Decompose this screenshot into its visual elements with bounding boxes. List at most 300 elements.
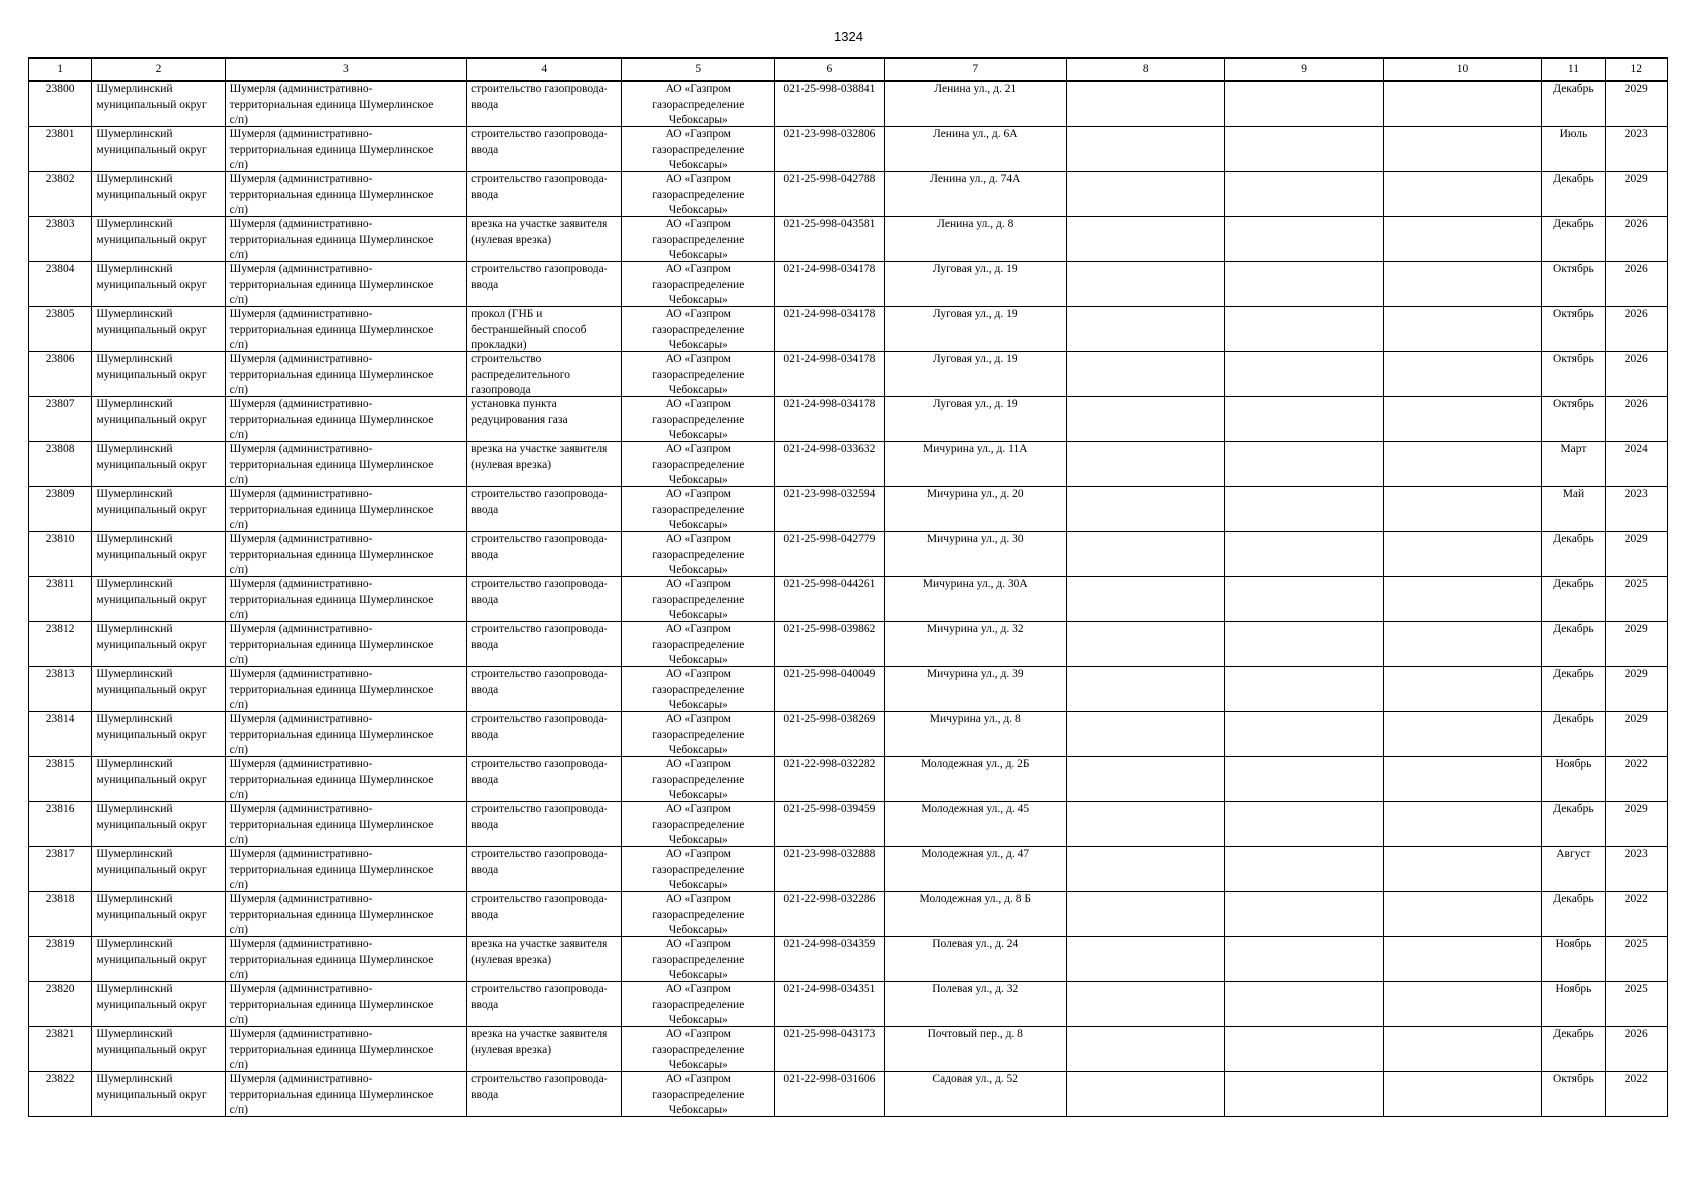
cell-line: АО «Газпром: [665, 668, 731, 680]
row-number-cell: 23816: [29, 802, 92, 847]
year-cell: 2026: [1605, 217, 1667, 262]
cell-line: муниципальный округ: [96, 98, 207, 111]
cell-line: муниципальный округ: [96, 773, 207, 786]
application-code-cell: 021-25-998-044261: [775, 577, 884, 622]
address-cell: Молодежная ул., д. 2Б: [884, 757, 1066, 802]
cell-line: строительство газопровода-: [471, 83, 608, 95]
cell-line: врезка на участке заявителя: [471, 443, 608, 455]
column-10-cell: [1383, 892, 1541, 937]
settlement-cell: [225, 982, 466, 1027]
row-number-cell: 23818: [29, 892, 92, 937]
table-row: [29, 847, 1668, 892]
cell-line: Шумерля (административно-: [229, 1028, 373, 1040]
settlement-cell: [225, 352, 466, 397]
district-cell: [92, 172, 225, 217]
settlement-cell: [225, 757, 466, 802]
cell-line: газораспределение: [652, 908, 745, 921]
cell-line: газораспределение: [652, 503, 745, 516]
cell-line: муниципальный округ: [96, 728, 207, 741]
cell-line: муниципальный округ: [96, 863, 207, 876]
work-type-cell: [467, 217, 622, 262]
cell-line: ввода: [471, 98, 499, 111]
year-cell: 2029: [1605, 667, 1667, 712]
cell-line: ввода: [471, 188, 499, 201]
column-8-cell: [1066, 352, 1224, 397]
column-9-cell: [1225, 487, 1383, 532]
column-8-cell: [1066, 712, 1224, 757]
cell-line: Шумерлинский: [96, 173, 173, 185]
cell-line: Шумерлинский: [96, 263, 173, 275]
row-number-cell: 23803: [29, 217, 92, 262]
settlement-cell: [225, 532, 466, 577]
year-cell: 2026: [1605, 262, 1667, 307]
operator-cell: [622, 442, 775, 487]
settlement-cell: [225, 217, 466, 262]
cell-line: Чебоксары»: [668, 1014, 728, 1026]
address-cell: Почтовый пер., д. 8: [884, 1027, 1066, 1072]
table-row: [29, 667, 1668, 712]
application-code-cell: 021-24-998-033632: [775, 442, 884, 487]
cell-line: муниципальный округ: [96, 503, 207, 516]
district-cell: [92, 1027, 225, 1072]
column-9-cell: [1225, 172, 1383, 217]
row-number-cell: 23822: [29, 1072, 92, 1117]
cell-line: АО «Газпром: [665, 488, 731, 500]
column-number-5: 5: [622, 58, 775, 81]
settlement-cell: [225, 307, 466, 352]
cell-line: Шумерля (административно-: [229, 128, 373, 140]
year-cell: 2025: [1605, 982, 1667, 1027]
district-cell: [92, 352, 225, 397]
cell-line: строительство газопровода-: [471, 758, 608, 770]
cell-line: Шумерлинский: [96, 848, 173, 860]
cell-line: ввода: [471, 773, 499, 786]
table-row: [29, 802, 1668, 847]
cell-line: Шумерля (административно-: [229, 668, 373, 680]
operator-cell: [622, 892, 775, 937]
operator-cell: [622, 937, 775, 982]
year-cell: 2022: [1605, 1072, 1667, 1117]
page-number: 1324: [834, 29, 863, 44]
cell-line: газораспределение: [652, 458, 745, 471]
cell-line: муниципальный округ: [96, 278, 207, 291]
address-cell: Ленина ул., д. 21: [884, 81, 1066, 127]
address-cell: Молодежная ул., д. 8 Б: [884, 892, 1066, 937]
table-row: [29, 127, 1668, 172]
cell-line: ввода: [471, 683, 499, 696]
column-10-cell: [1383, 577, 1541, 622]
row-number-cell: 23807: [29, 397, 92, 442]
cell-line: с/п): [229, 789, 248, 801]
table-row: [29, 712, 1668, 757]
district-cell: [92, 712, 225, 757]
district-cell: [92, 892, 225, 937]
year-cell: 2029: [1605, 622, 1667, 667]
cell-line: строительство газопровода-: [471, 623, 608, 635]
cell-line: Шумерля (административно-: [229, 443, 373, 455]
cell-line: муниципальный округ: [96, 1088, 207, 1101]
district-cell: [92, 577, 225, 622]
operator-cell: [622, 352, 775, 397]
column-9-cell: [1225, 532, 1383, 577]
table-row: [29, 622, 1668, 667]
cell-line: АО «Газпром: [665, 758, 731, 770]
table-body: [29, 58, 1668, 1117]
cell-line: с/п): [229, 654, 248, 666]
column-8-cell: [1066, 172, 1224, 217]
district-cell: [92, 1072, 225, 1117]
cell-line: территориальная единица Шумерлинское: [229, 368, 434, 381]
work-type-cell: [467, 1027, 622, 1072]
cell-line: АО «Газпром: [665, 1028, 731, 1040]
work-type-cell: [467, 982, 622, 1027]
column-10-cell: [1383, 712, 1541, 757]
application-code-cell: 021-22-998-032286: [775, 892, 884, 937]
work-type-cell: [467, 532, 622, 577]
cell-line: Шумерлинский: [96, 1073, 173, 1085]
cell-line: Чебоксары»: [668, 744, 728, 756]
cell-line: с/п): [229, 1059, 248, 1071]
cell-line: ввода: [471, 638, 499, 651]
application-code-cell: 021-22-998-031606: [775, 1072, 884, 1117]
cell-line: территориальная единица Шумерлинское: [229, 593, 434, 606]
cell-line: Чебоксары»: [668, 879, 728, 891]
cell-line: строительство газопровода-: [471, 1073, 608, 1085]
application-code-cell: 021-25-998-039862: [775, 622, 884, 667]
column-10-cell: [1383, 127, 1541, 172]
column-number-9: 9: [1225, 58, 1383, 81]
work-type-cell: [467, 892, 622, 937]
column-8-cell: [1066, 982, 1224, 1027]
month-cell: Декабрь: [1542, 712, 1605, 757]
work-type-cell: [467, 937, 622, 982]
column-8-cell: [1066, 442, 1224, 487]
cell-line: с/п): [229, 474, 248, 486]
cell-line: Шумерлинский: [96, 128, 173, 140]
column-number-3: 3: [225, 58, 466, 81]
column-9-cell: [1225, 262, 1383, 307]
cell-line: газораспределение: [652, 818, 745, 831]
address-cell: Мичурина ул., д. 39: [884, 667, 1066, 712]
cell-line: Чебоксары»: [668, 1059, 728, 1071]
cell-line: ввода: [471, 503, 499, 516]
year-cell: 2022: [1605, 757, 1667, 802]
work-type-cell: [467, 577, 622, 622]
cell-line: с/п): [229, 429, 248, 441]
work-type-cell: [467, 442, 622, 487]
cell-line: Шумерля (административно-: [229, 398, 373, 410]
cell-line: с/п): [229, 384, 248, 396]
cell-line: прокладки): [471, 339, 527, 351]
cell-line: муниципальный округ: [96, 323, 207, 336]
address-cell: Мичурина ул., д. 30А: [884, 577, 1066, 622]
cell-line: Чебоксары»: [668, 789, 728, 801]
cell-line: Чебоксары»: [668, 384, 728, 396]
operator-cell: [622, 397, 775, 442]
cell-line: Чебоксары»: [668, 159, 728, 171]
cell-line: территориальная единица Шумерлинское: [229, 323, 434, 336]
application-code-cell: 021-25-998-039459: [775, 802, 884, 847]
cell-line: муниципальный округ: [96, 818, 207, 831]
operator-cell: [622, 307, 775, 352]
work-type-cell: [467, 487, 622, 532]
cell-line: с/п): [229, 834, 248, 846]
cell-line: территориальная единица Шумерлинское: [229, 908, 434, 921]
cell-line: с/п): [229, 969, 248, 981]
row-number-cell: 23817: [29, 847, 92, 892]
cell-line: территориальная единица Шумерлинское: [229, 638, 434, 651]
row-number-cell: 23808: [29, 442, 92, 487]
cell-line: Шумерлинский: [96, 443, 173, 455]
cell-line: газораспределение: [652, 638, 745, 651]
table-row: [29, 937, 1668, 982]
cell-line: газораспределение: [652, 233, 745, 246]
work-type-cell: [467, 667, 622, 712]
cell-line: муниципальный округ: [96, 188, 207, 201]
cell-line: Шумерля (административно-: [229, 578, 373, 590]
column-9-cell: [1225, 127, 1383, 172]
cell-line: Чебоксары»: [668, 834, 728, 846]
cell-line: территориальная единица Шумерлинское: [229, 728, 434, 741]
column-9-cell: [1225, 712, 1383, 757]
month-cell: Декабрь: [1542, 622, 1605, 667]
cell-line: Шумерля (административно-: [229, 488, 373, 500]
cell-line: с/п): [229, 294, 248, 306]
table-row: [29, 892, 1668, 937]
cell-line: АО «Газпром: [665, 713, 731, 725]
year-cell: 2026: [1605, 352, 1667, 397]
column-10-cell: [1383, 1072, 1541, 1117]
cell-line: Шумерля (административно-: [229, 983, 373, 995]
application-code-cell: 021-25-998-042788: [775, 172, 884, 217]
column-8-cell: [1066, 487, 1224, 532]
month-cell: Декабрь: [1542, 81, 1605, 127]
cell-line: с/п): [229, 339, 248, 351]
address-cell: Молодежная ул., д. 45: [884, 802, 1066, 847]
cell-line: Чебоксары»: [668, 564, 728, 576]
cell-line: территориальная единица Шумерлинское: [229, 863, 434, 876]
address-cell: Луговая ул., д. 19: [884, 352, 1066, 397]
settlement-cell: [225, 262, 466, 307]
cell-line: муниципальный округ: [96, 998, 207, 1011]
cell-line: Чебоксары»: [668, 969, 728, 981]
cell-line: строительство газопровода-: [471, 893, 608, 905]
cell-line: Шумерля (административно-: [229, 848, 373, 860]
operator-cell: [622, 802, 775, 847]
work-type-cell: [467, 172, 622, 217]
cell-line: муниципальный округ: [96, 593, 207, 606]
column-9-cell: [1225, 217, 1383, 262]
cell-line: врезка на участке заявителя: [471, 1028, 608, 1040]
row-number-cell: 23809: [29, 487, 92, 532]
cell-line: с/п): [229, 204, 248, 216]
column-8-cell: [1066, 577, 1224, 622]
table-row: [29, 982, 1668, 1027]
table-row: [29, 1072, 1668, 1117]
cell-line: АО «Газпром: [665, 353, 731, 365]
cell-line: строительство: [471, 353, 542, 365]
cell-line: АО «Газпром: [665, 623, 731, 635]
cell-line: АО «Газпром: [665, 983, 731, 995]
table-row: [29, 487, 1668, 532]
year-cell: 2024: [1605, 442, 1667, 487]
column-8-cell: [1066, 892, 1224, 937]
row-number-cell: 23806: [29, 352, 92, 397]
cell-line: Чебоксары»: [668, 519, 728, 531]
settlement-cell: [225, 622, 466, 667]
cell-line: установка пункта: [471, 398, 557, 410]
district-cell: [92, 397, 225, 442]
cell-line: Шумерля (административно-: [229, 758, 373, 770]
application-code-cell: 021-23-998-032888: [775, 847, 884, 892]
work-type-cell: [467, 262, 622, 307]
cell-line: ввода: [471, 278, 499, 291]
column-10-cell: [1383, 802, 1541, 847]
cell-line: Шумерлинский: [96, 758, 173, 770]
application-code-cell: 021-25-998-042779: [775, 532, 884, 577]
cell-line: Шумерля (административно-: [229, 713, 373, 725]
cell-line: муниципальный округ: [96, 638, 207, 651]
cell-line: ввода: [471, 863, 499, 876]
work-type-cell: [467, 1072, 622, 1117]
column-number-10: 10: [1383, 58, 1541, 81]
district-cell: [92, 982, 225, 1027]
settlement-cell: [225, 667, 466, 712]
address-cell: Полевая ул., д. 32: [884, 982, 1066, 1027]
cell-line: АО «Газпром: [665, 443, 731, 455]
application-code-cell: 021-24-998-034351: [775, 982, 884, 1027]
operator-cell: [622, 982, 775, 1027]
cell-line: ввода: [471, 998, 499, 1011]
column-8-cell: [1066, 1072, 1224, 1117]
cell-line: территориальная единица Шумерлинское: [229, 683, 434, 696]
cell-line: муниципальный округ: [96, 413, 207, 426]
cell-line: газораспределение: [652, 728, 745, 741]
cell-line: Чебоксары»: [668, 339, 728, 351]
address-cell: Луговая ул., д. 19: [884, 262, 1066, 307]
column-9-cell: [1225, 577, 1383, 622]
month-cell: Октябрь: [1542, 352, 1605, 397]
year-cell: 2029: [1605, 172, 1667, 217]
column-10-cell: [1383, 442, 1541, 487]
operator-cell: [622, 577, 775, 622]
settlement-cell: [225, 487, 466, 532]
cell-line: строительство газопровода-: [471, 533, 608, 545]
application-code-cell: 021-23-998-032594: [775, 487, 884, 532]
cell-line: АО «Газпром: [665, 578, 731, 590]
year-cell: 2025: [1605, 937, 1667, 982]
cell-line: Чебоксары»: [668, 474, 728, 486]
column-8-cell: [1066, 757, 1224, 802]
cell-line: муниципальный округ: [96, 368, 207, 381]
cell-line: АО «Газпром: [665, 308, 731, 320]
table-row: [29, 352, 1668, 397]
cell-line: Шумерля (административно-: [229, 218, 373, 230]
cell-line: Чебоксары»: [668, 114, 728, 126]
year-cell: 2022: [1605, 892, 1667, 937]
cell-line: Чебоксары»: [668, 294, 728, 306]
cell-line: Шумерлинский: [96, 398, 173, 410]
row-number-cell: 23810: [29, 532, 92, 577]
column-9-cell: [1225, 982, 1383, 1027]
settlement-cell: [225, 127, 466, 172]
work-type-cell: [467, 81, 622, 127]
cell-line: Шумерля (административно-: [229, 173, 373, 185]
settlement-cell: [225, 802, 466, 847]
cell-line: Шумерля (административно-: [229, 533, 373, 545]
column-9-cell: [1225, 757, 1383, 802]
cell-line: Шумерлинский: [96, 893, 173, 905]
cell-line: Шумерлинский: [96, 533, 173, 545]
cell-line: Шумерлинский: [96, 668, 173, 680]
cell-line: ввода: [471, 548, 499, 561]
address-cell: Ленина ул., д. 74А: [884, 172, 1066, 217]
year-cell: 2023: [1605, 127, 1667, 172]
cell-line: ввода: [471, 728, 499, 741]
table-row: [29, 397, 1668, 442]
year-cell: 2029: [1605, 712, 1667, 757]
work-type-cell: [467, 712, 622, 757]
column-8-cell: [1066, 847, 1224, 892]
month-cell: Октябрь: [1542, 397, 1605, 442]
year-cell: 2026: [1605, 1027, 1667, 1072]
cell-line: газораспределение: [652, 773, 745, 786]
year-cell: 2023: [1605, 847, 1667, 892]
cell-line: территориальная единица Шумерлинское: [229, 773, 434, 786]
settlement-cell: [225, 172, 466, 217]
application-code-cell: 021-25-998-043173: [775, 1027, 884, 1072]
district-cell: [92, 667, 225, 712]
cell-line: территориальная единица Шумерлинское: [229, 953, 434, 966]
district-cell: [92, 532, 225, 577]
column-10-cell: [1383, 307, 1541, 352]
year-cell: 2029: [1605, 802, 1667, 847]
column-10-cell: [1383, 532, 1541, 577]
column-number-6: 6: [775, 58, 884, 81]
cell-line: территориальная единица Шумерлинское: [229, 818, 434, 831]
cell-line: Шумерлинский: [96, 983, 173, 995]
cell-line: газораспределение: [652, 1043, 745, 1056]
cell-line: врезка на участке заявителя: [471, 938, 608, 950]
application-code-cell: 021-24-998-034178: [775, 397, 884, 442]
operator-cell: [622, 1027, 775, 1072]
cell-line: ввода: [471, 593, 499, 606]
column-8-cell: [1066, 262, 1224, 307]
cell-line: Шумерлинский: [96, 83, 173, 95]
row-number-cell: 23821: [29, 1027, 92, 1072]
row-number-cell: 23805: [29, 307, 92, 352]
cell-line: Шумерлинский: [96, 623, 173, 635]
cell-line: строительство газопровода-: [471, 173, 608, 185]
address-cell: Молодежная ул., д. 47: [884, 847, 1066, 892]
address-cell: Мичурина ул., д. 8: [884, 712, 1066, 757]
cell-line: Чебоксары»: [668, 249, 728, 261]
row-number-cell: 23813: [29, 667, 92, 712]
cell-line: территориальная единица Шумерлинское: [229, 998, 434, 1011]
column-9-cell: [1225, 1027, 1383, 1072]
column-8-cell: [1066, 937, 1224, 982]
cell-line: газораспределение: [652, 683, 745, 696]
cell-line: газораспределение: [652, 413, 745, 426]
cell-line: Шумерля (административно-: [229, 308, 373, 320]
column-8-cell: [1066, 127, 1224, 172]
work-type-cell: [467, 622, 622, 667]
cell-line: с/п): [229, 159, 248, 171]
cell-line: с/п): [229, 1014, 248, 1026]
work-type-cell: [467, 757, 622, 802]
district-cell: [92, 442, 225, 487]
cell-line: ввода: [471, 908, 499, 921]
